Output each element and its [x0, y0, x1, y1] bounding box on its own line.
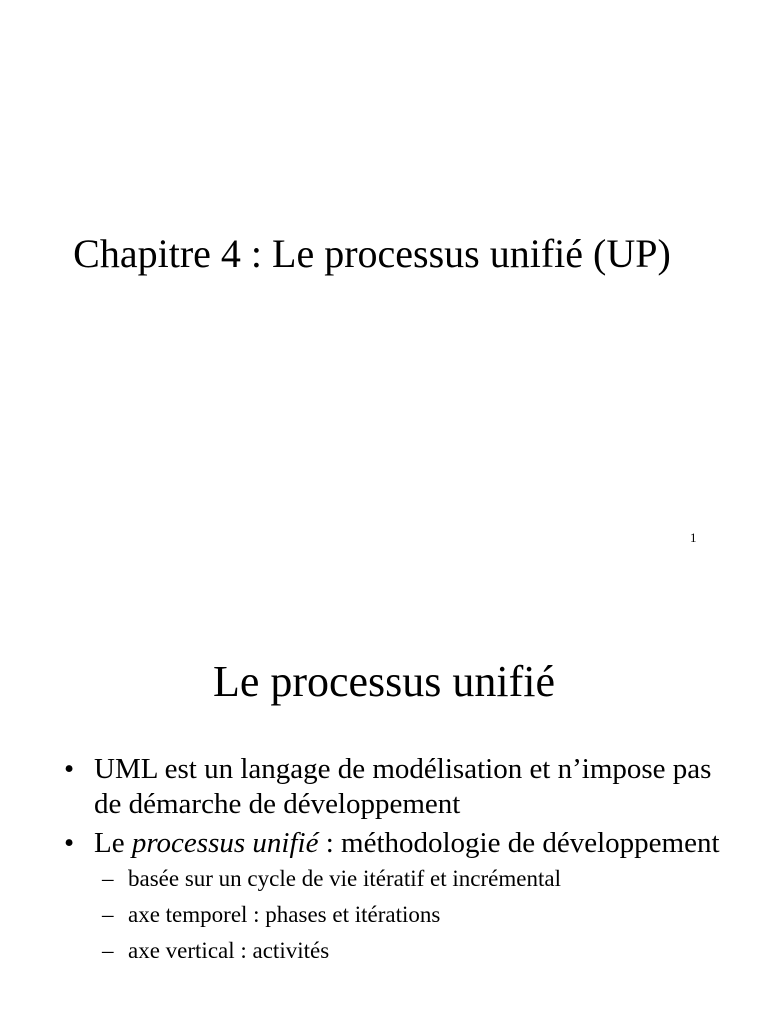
sub-bullet-marker: – — [102, 902, 114, 927]
sub-bullet-text: basée sur un cycle de vie itératif et incrémental — [128, 866, 561, 891]
bullet-suffix: : méthodologie de développement — [318, 827, 720, 859]
sub-bullet-item — [0, 933, 728, 969]
sub-bullet-list — [0, 861, 728, 969]
slide-2-title: Le processus unifié — [212, 657, 556, 706]
sub-bullet-item — [0, 861, 728, 897]
sub-bullet-item — [0, 897, 728, 933]
sub-bullet-marker: – — [102, 938, 114, 963]
bullet-item-processus-unifie — [0, 826, 768, 969]
bullet-marker: • — [64, 753, 75, 785]
bullet-list — [0, 752, 768, 973]
sub-bullet-text: axe vertical : activités — [128, 938, 330, 963]
bullet-marker: • — [64, 827, 75, 859]
slide-1-title: Chapitre 4 : Le processus unifié (UP) — [73, 231, 671, 276]
bullet-text: UML est un langage de modélisation et n’impose pas de démarche de développement — [94, 753, 712, 820]
page-number: 1 — [690, 530, 697, 545]
bullet-emphasis: processus unifié — [131, 827, 319, 859]
bullet-item-uml — [0, 752, 768, 822]
bullet-prefix: Le — [94, 827, 132, 859]
sub-bullet-text: axe temporel : phases et itérations — [128, 902, 441, 927]
sub-bullet-marker: – — [102, 866, 114, 891]
